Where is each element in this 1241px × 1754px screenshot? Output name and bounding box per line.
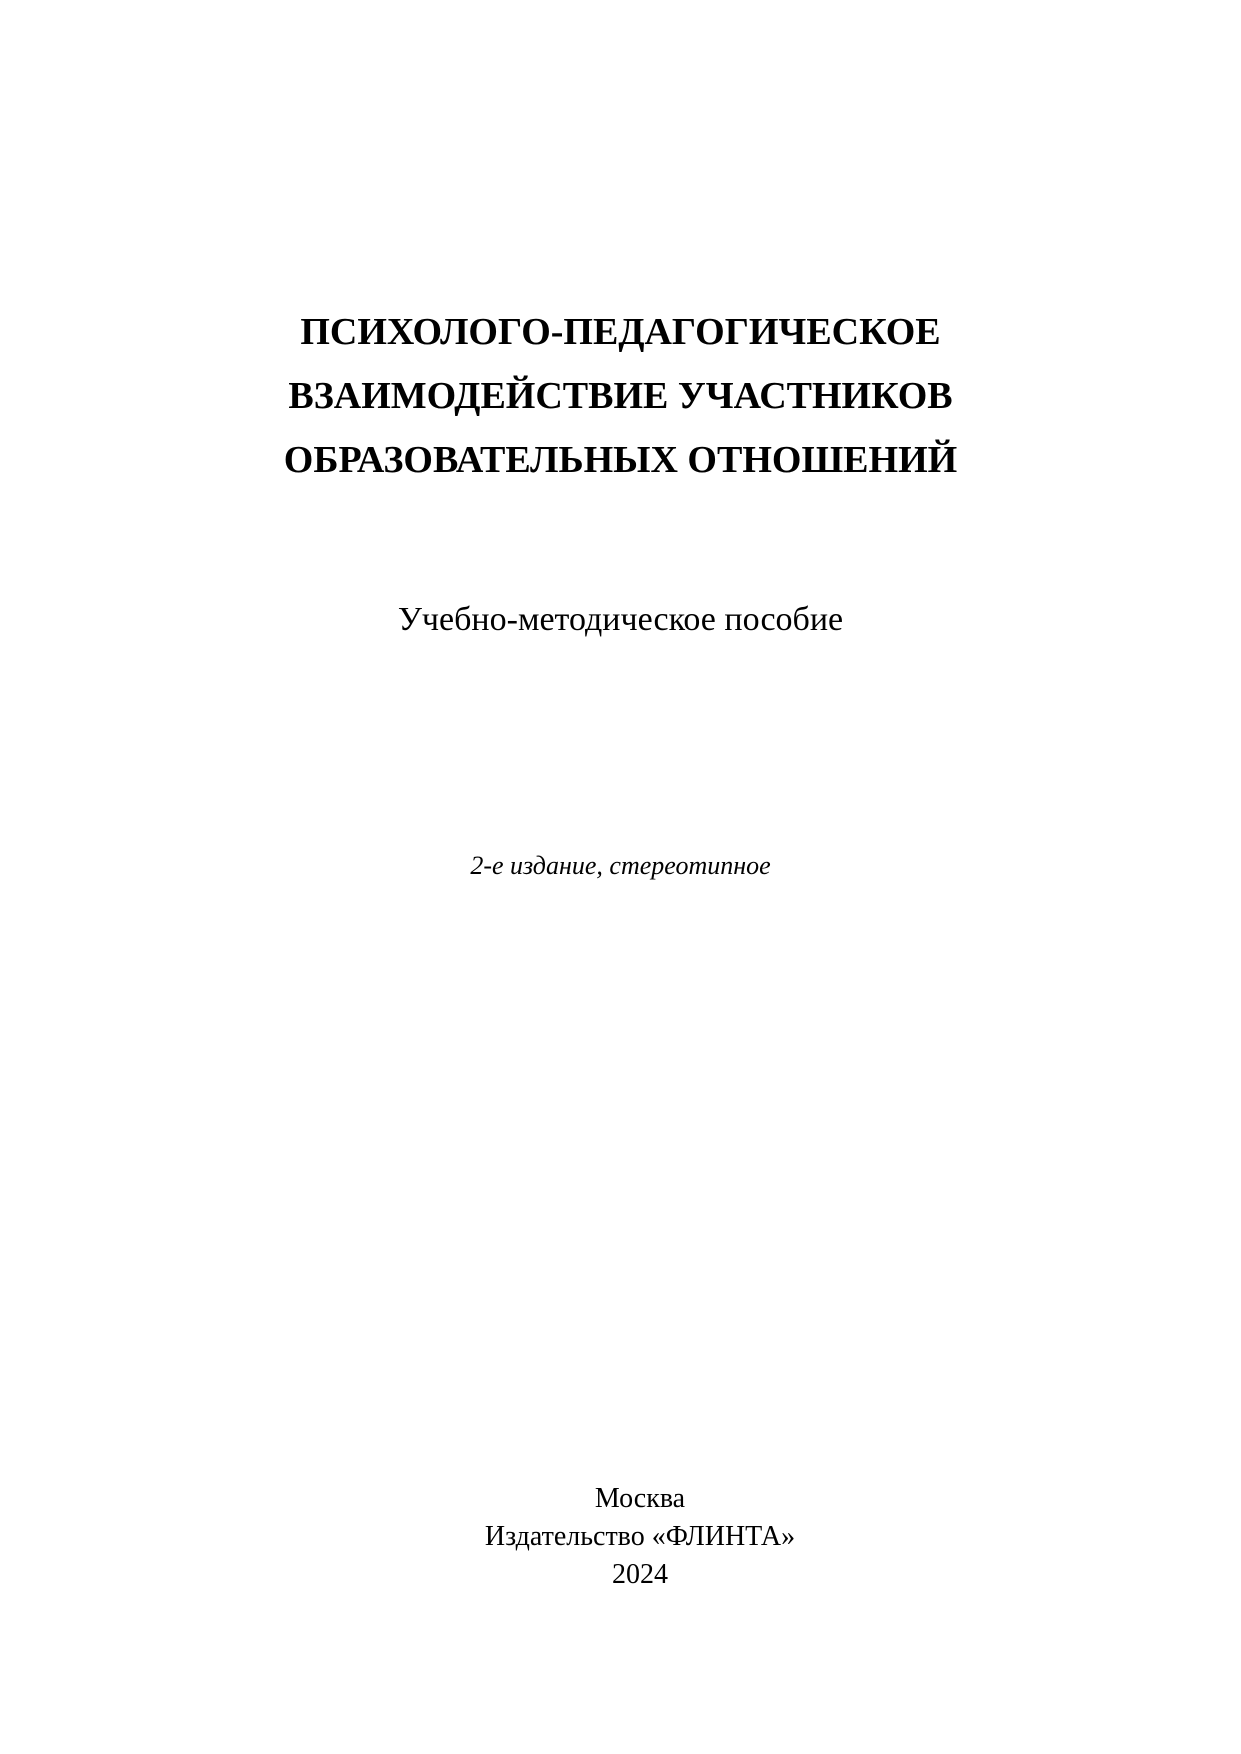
imprint-city: Москва (594, 1483, 686, 1514)
book-title-line-2: ВЗАИМОДЕЙСТВИЕ УЧАСТНИКОВ (288, 375, 953, 417)
imprint-year: 2024 (612, 1559, 668, 1590)
imprint (0, 1480, 1241, 1594)
edition-note: 2-е издание, стереотипное (470, 851, 771, 880)
book-title-line-1: ПСИХОЛОГО-ПЕДАГОГИЧЕСКОЕ (300, 311, 941, 353)
book-title-line-3: ОБРАЗОВАТЕЛЬНЫХ ОТНОШЕНИЙ (283, 439, 958, 481)
book-title (0, 300, 1241, 492)
book-subtitle: Учебно-методическое пособие (397, 601, 844, 638)
imprint-publisher: Издательство «ФЛИНТА» (484, 1521, 796, 1552)
